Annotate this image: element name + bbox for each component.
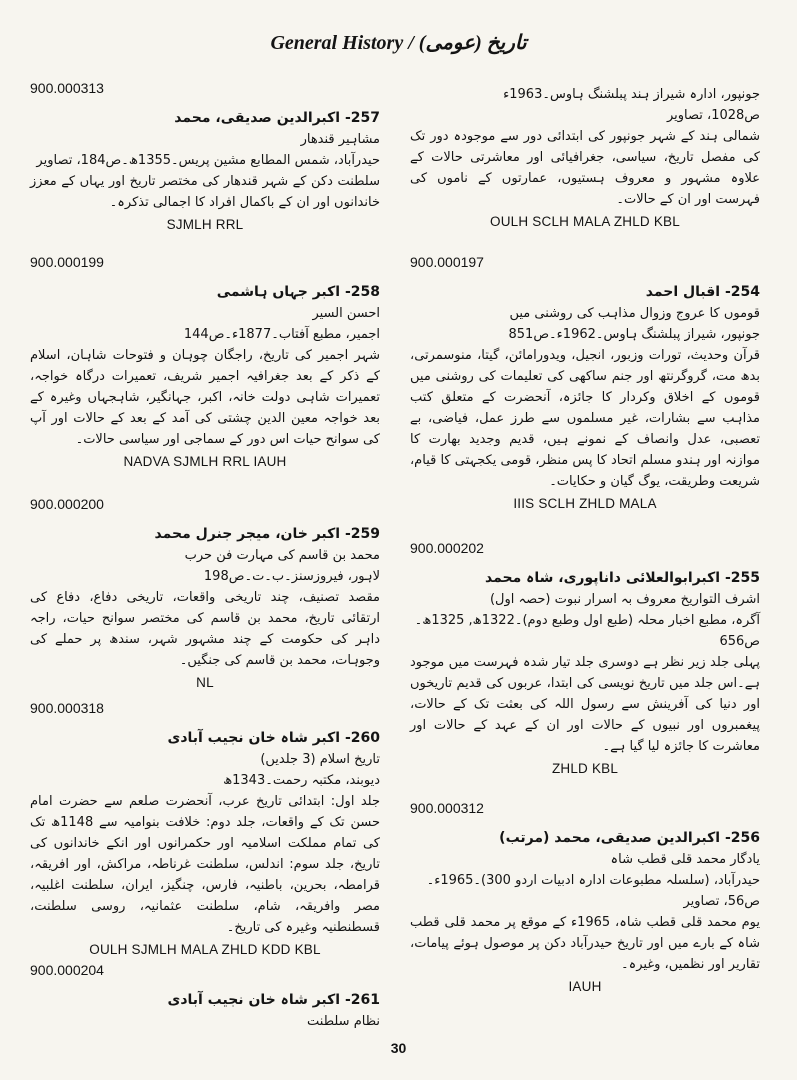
entry-title: 256- اکبرالدین صدیقی، محمد (مرتب) <box>499 830 760 846</box>
classification-code: 900.000199 <box>30 254 104 270</box>
entry-description: سلطنت دکن کے شہر قندھار کی مختصر تاریخ اور یہاں کے معزز خاندانوں اور ان کے باکمال افراد کا اجمالی تذکرہ۔ <box>30 174 380 210</box>
entry-line: نظام سلطنت <box>307 1014 380 1029</box>
library-codes: ZHLD KBL <box>551 761 619 776</box>
entry-title: 261- اکبر شاہ خان نجیب آبادی <box>167 992 380 1008</box>
entry-description: مقصد تصنیف، چند تاریخی واقعات، تاریخی دفاع، دفاع کی ارتقائی تاریخ، محمد بن قاسم کی مختصر سوانح حیات، راجہ داہر کی حکومت کے چند مشہور شہر، سندھ پر حملے کی وجوہات، محمد بن قاسم کی جنگیں۔ <box>30 590 380 668</box>
entry-line: حیدرآباد، شمس المطابع مشین پریس۔1355ھ۔ص184، تصاویر <box>36 153 380 168</box>
entry-description: یوم محمد قلی قطب شاہ، 1965ء کے موقع پر محمد قلی قطب شاہ کے بارے میں اور تاریخ حیدرآباد دکن پر موصول ہوئے پیامات، تقاریر اور نظمیں، وغیرہ۔ <box>410 915 760 972</box>
entry-title: 259- اکبر خان، میجر جنرل محمد <box>154 526 380 542</box>
catalog-entry-257 <box>30 80 380 232</box>
library-codes: IAUH <box>568 979 602 994</box>
entry-line: اشرف التواریخ معروف بہ اسرار نبوت (حصہ اول) <box>489 592 760 607</box>
entry-title: 257- اکبرالدین صدیقی، محمد <box>174 110 380 126</box>
library-codes: OULH SJMLH MALA ZHLD KDD KBL <box>89 942 321 957</box>
library-codes: NADVA SJMLH RRL IAUH <box>123 454 287 469</box>
classification-code: 900.000200 <box>30 496 104 512</box>
entry-title: 254- اقبال احمد <box>645 284 760 300</box>
entry-line: ص56، تصاویر <box>683 894 760 909</box>
classification-code: 900.000312 <box>410 800 484 816</box>
catalog-entry-256 <box>410 800 760 994</box>
continued-entry <box>410 84 760 229</box>
entry-line: محمد بن قاسم کی مہارت فن حرب <box>184 548 380 563</box>
classification-code: 900.000313 <box>30 80 104 96</box>
entry-line: لاہور، فیروزسنز۔ب۔ت۔ص198 <box>203 569 380 584</box>
entry-title: 258- اکبر جہاں ہاشمی <box>216 284 380 300</box>
classification-code: 900.000197 <box>410 254 484 270</box>
entry-description: قرآن وحدیث، تورات وزبور، انجیل، ویدورامائن، گیتا، منوسمرتی، بدھ مت، گروگرنتھ اور جنم ساکھی کی تعلیمات کی روشنی میں قوموں کے اخلاق وکردار کا جائزہ، آنحضرت کے متعلق کتب مذاہب سے بشارات، غیر مسلموں سے طرز عمل، فیاضی، بے تعصبی، عدل وانصاف کے نمونے ہیں، قدیم وجدید بھارت کا موازنہ اور ہندو مسلم اتحاد کا پس منظر، قومی یکجہتی کا قیام، شریعت وطریقت، یوگ گیان و حکایات۔ <box>409 348 760 489</box>
entry-line: دیوبند، مکتبہ رحمت۔1343ھ <box>223 773 380 788</box>
library-codes: NL <box>196 675 214 690</box>
entry-line: ص656 <box>719 634 760 649</box>
entry-title: 255- اکبرابوالعلائی داناپوری، شاہ محمد <box>485 570 760 586</box>
entry-line: جونپور، شیراز پبلشنگ ہاوس۔1962ء۔ص851 <box>508 327 760 342</box>
library-codes: OULH SCLH MALA ZHLD KBL <box>490 214 680 229</box>
entry-description: پہلی جلد زیر نظر ہے دوسری جلد تیار شدہ فہرست میں موجود ہے۔اس جلد میں تاریخ نویسی کی ابتدا، عربوں کی قدیم تاریخوں اور دنیا کی آفرینش سے رسول اللہ کی بعثت تک کے حالات، پیغمبروں اور نبیوں کے حالات اور ان کے عہد کے حالات اور معاشرت کا جائزہ لیا گیا ہے۔ <box>410 655 760 754</box>
entry-line: حیدرآباد، (سلسلہ مطبوعات ادارہ ادبیات اردو 300)۔1965ء۔ <box>426 873 760 888</box>
catalog-entry-261 <box>30 962 380 1032</box>
entry-title: 260- اکبر شاہ خان نجیب آبادی <box>167 730 380 746</box>
entry-line: آگرہ، مطبع اخبار محلہ (طبع اول وطبع دوم)۔1322ھ, 1325ھ۔ <box>414 613 760 628</box>
entry-description: شہر اجمیر کی تاریخ، راجگان چوہان و فتوحات شاہان، اسلام کے ذکر کے بعد جغرافیہ اجمیر شریف، تعمیرات درگاہ خواجہ، تعمیرات شاہی دولت خانہ، اکبر، جہانگیر، شاہجہاں وغیرہ کے بعد خواجہ معین الدین چشتی کی آمد کے بعد کے حالات اور آپ کی سوانح حیات اس دور کے سماجی اور سیاسی حالات۔ <box>30 348 380 447</box>
entry-line: اجمیر، مطبع آفتاب۔1877ء۔ص144 <box>183 327 380 342</box>
classification-code: 900.000204 <box>30 962 104 978</box>
catalog-entry-255 <box>410 540 760 776</box>
entry-line: احسن السیر <box>312 306 380 321</box>
entry-line: قوموں کا عروج وزوال مذاہب کی روشنی میں <box>509 306 760 321</box>
library-codes: SJMLH RRL <box>166 217 244 232</box>
page-header: General History / (عومی) تاریخ <box>270 32 527 54</box>
entry-description: شمالی ہند کے شہر جونپور کی ابتدائی دور سے موجودہ دور تک کی مفصل تاریخ، سیاسی، جغرافیائی اور معاشرتی حالات کے علاوہ مشہور و معروف ہستیوں، عمارتوں کے ناموں کی فہرست اور ان کے حالات۔ <box>410 129 760 207</box>
library-codes: IIIS SCLH ZHLD MALA <box>513 496 657 511</box>
catalog-entry-260 <box>30 700 380 957</box>
entry-line: یادگار محمد قلی قطب شاہ <box>610 852 760 867</box>
classification-code: 900.000318 <box>30 700 104 716</box>
catalog-entry-259 <box>30 496 380 690</box>
entry-line: جونپور، ادارہ شیراز ہند پبلشنگ ہاوس۔1963ء <box>503 87 760 102</box>
entry-line: مشاہیر قندھار <box>300 132 380 147</box>
catalog-entry-258 <box>30 254 380 469</box>
entry-line: تاریخ اسلام (3 جلدیں) <box>260 752 380 767</box>
entry-description: جلد اول: ابتدائی تاریخ عرب، آنحضرت صلعم سے حضرت امام حسن تک کے واقعات، جلد دوم: خلافت بنوامیہ سے 1148ھ تک کی تمام مملکت اسلامیہ اور حکمرانوں اور انکے خاندانوں کی تاریخ، جلد سوم: اندلس، سلطنت غرناطہ، مراکش، اور افریقہ، قرامطہ، بحرین، باطنیہ، فارس، چنگیز، ایران، سلطنت اغلبیہ، مصر وافریقہ، شام، سلطنت عثمانیہ، روسی سلطنت، قسطنطنیہ وغیرہ کی تاریخ۔ <box>30 794 380 935</box>
catalog-entry-254 <box>410 254 760 511</box>
entry-line: ص1028، تصاویر <box>666 108 760 123</box>
page-number: 30 <box>390 1040 407 1056</box>
classification-code: 900.000202 <box>410 540 484 556</box>
